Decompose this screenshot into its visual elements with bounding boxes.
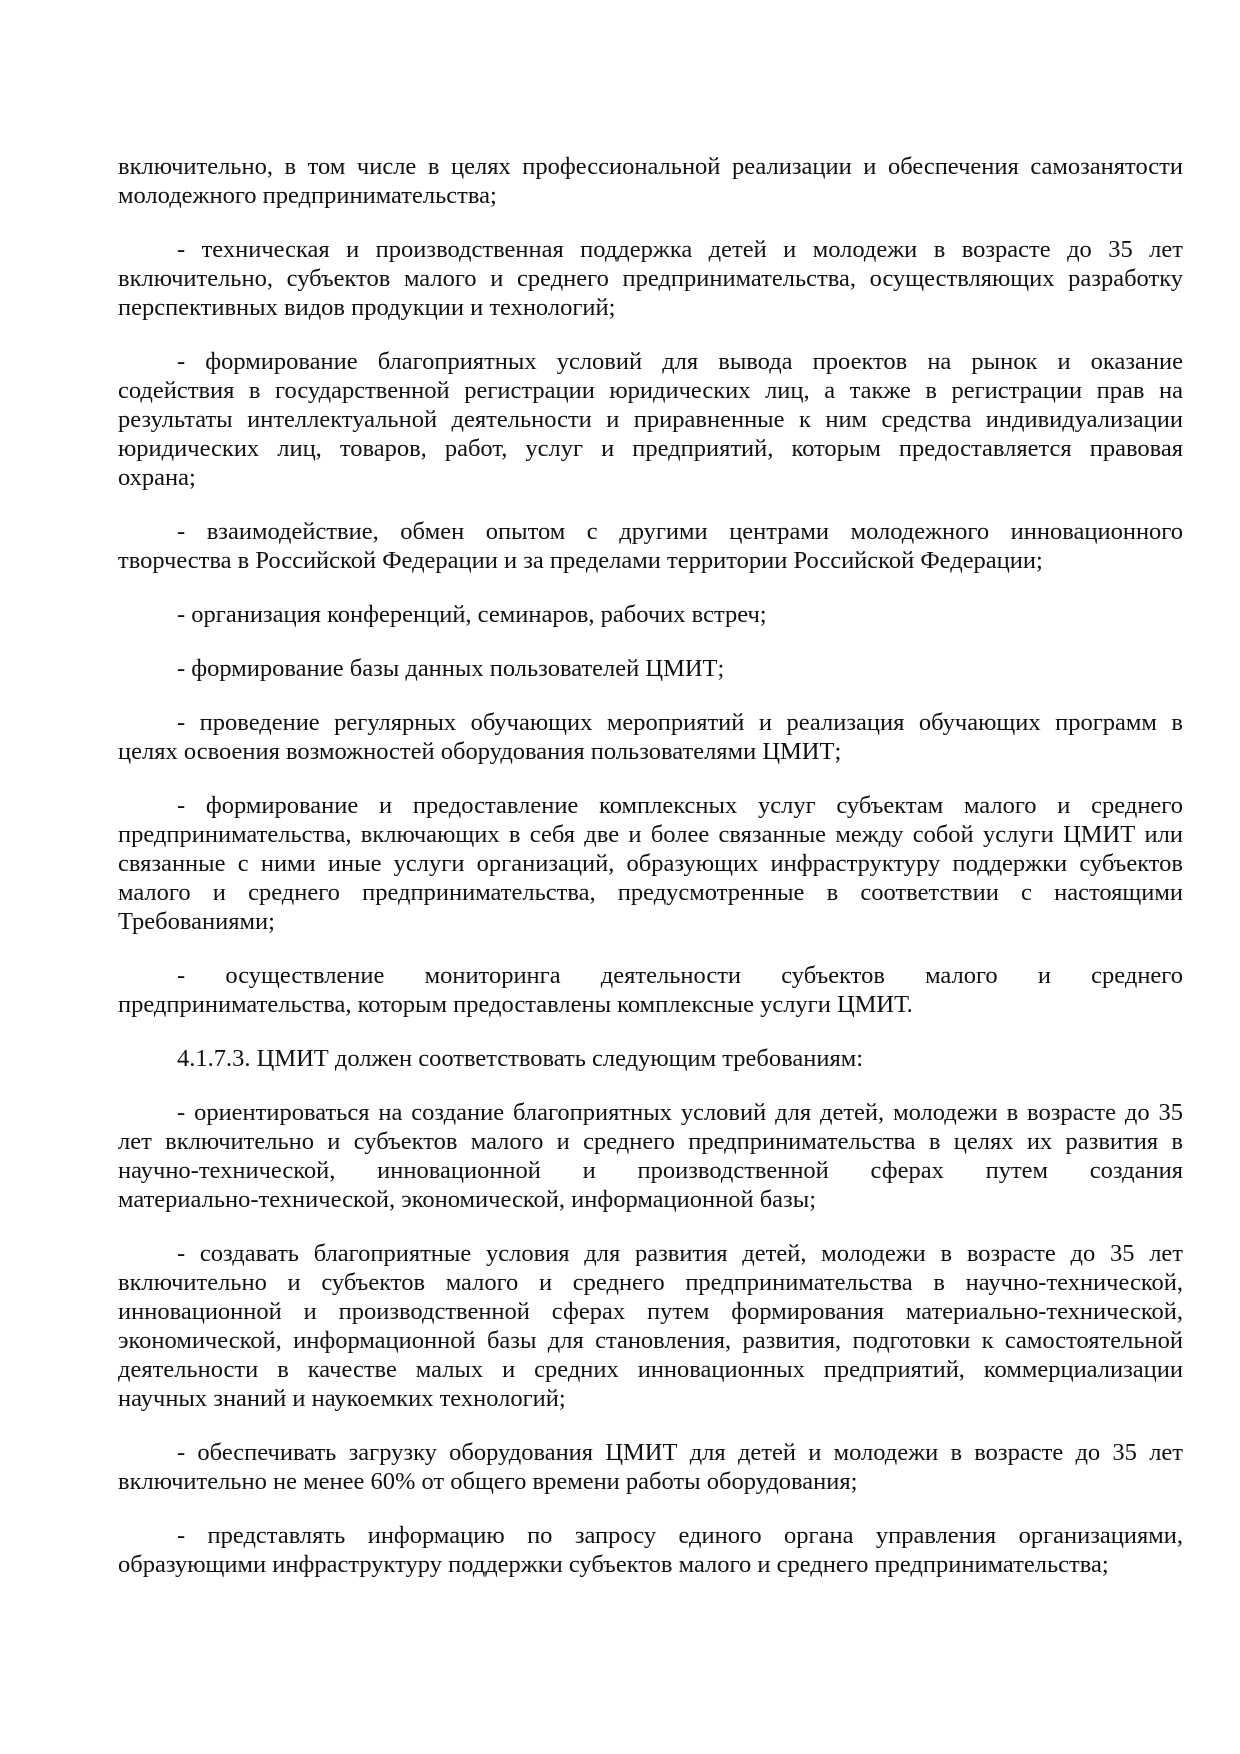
paragraph <box>118 152 1183 210</box>
paragraph <box>118 517 1183 575</box>
paragraph <box>118 600 1183 629</box>
paragraph <box>118 708 1183 766</box>
paragraph <box>118 1438 1183 1496</box>
text-line: - обеспечивать загрузку оборудования ЦМИТ для детей и молодежи в возрасте до 35 лет <box>177 1439 1183 1466</box>
paragraph <box>118 654 1183 683</box>
text-line: лет включительно и субъектов малого и среднего предпринимательства в целях их развития в <box>118 1128 1183 1155</box>
text-line: предпринимательства, которым предоставлены комплексные услуги ЦМИТ. <box>118 991 913 1018</box>
paragraph <box>118 1521 1183 1579</box>
text-line: связанные с ними иные услуги организаций, образующих инфраструктуру поддержки субъектов <box>118 850 1183 877</box>
text-line: творчества в Российской Федерации и за пределами территории Российской Федерации; <box>118 547 1043 574</box>
text-line: содействия в государственной регистрации юридических лиц, а также в регистрации прав на <box>118 377 1183 404</box>
text-line: - формирование базы данных пользователей ЦМИТ; <box>177 655 725 682</box>
text-line: 4.1.7.3. ЦМИТ должен соответствовать следующим требованиям: <box>177 1045 864 1072</box>
text-line: малого и среднего предпринимательства, предусмотренные в соответствии с настоящими <box>118 879 1183 906</box>
text-line: целях освоения возможностей оборудования пользователями ЦМИТ; <box>118 738 842 765</box>
text-line: включительно, в том числе в целях профессиональной реализации и обеспечения самозанятости <box>118 153 1183 180</box>
text-line: - взаимодействие, обмен опытом с другими центрами молодежного инновационного <box>177 518 1183 545</box>
paragraph <box>118 961 1183 1019</box>
text-line: - проведение регулярных обучающих мероприятий и реализация обучающих программ в <box>177 709 1183 736</box>
text-line: охрана; <box>118 464 196 491</box>
text-line: материально-технической, экономической, информационной базы; <box>118 1186 816 1213</box>
text-line: - техническая и производственная поддержка детей и молодежи в возрасте до 35 лет <box>177 236 1183 263</box>
text-line: юридических лиц, товаров, работ, услуг и предприятий, которым предоставляется правовая <box>118 435 1183 462</box>
text-line: - ориентироваться на создание благоприятных условий для детей, молодежи в возрасте до 35 <box>177 1099 1183 1126</box>
text-line: включительно, субъектов малого и среднего предпринимательства, осуществляющих разработку <box>118 265 1183 292</box>
paragraph <box>118 1098 1183 1214</box>
text-line: перспективных видов продукции и технологий; <box>118 294 616 321</box>
text-line: - формирование и предоставление комплексных услуг субъектам малого и среднего <box>177 792 1183 819</box>
text-line: Требованиями; <box>118 908 275 935</box>
paragraph <box>118 347 1183 492</box>
document-page <box>118 152 1183 1604</box>
text-line: - организация конференций, семинаров, рабочих встреч; <box>177 601 767 628</box>
text-line: - создавать благоприятные условия для развития детей, молодежи в возрасте до 35 лет <box>177 1240 1183 1267</box>
text-line: - осуществление мониторинга деятельности субъектов малого и среднего <box>177 962 1183 989</box>
text-line: научных знаний и наукоемких технологий; <box>118 1385 566 1412</box>
text-line: деятельности в качестве малых и средних инновационных предприятий, коммерциализации <box>118 1356 1183 1383</box>
text-line: образующими инфраструктуру поддержки субъектов малого и среднего предпринимательства; <box>118 1551 1109 1578</box>
text-line: включительно и субъектов малого и среднего предпринимательства в научно-технической, <box>118 1269 1183 1296</box>
text-line: предпринимательства, включающих в себя две и более связанные между собой услуги ЦМИТ или <box>118 821 1183 848</box>
paragraph <box>118 791 1183 936</box>
paragraph <box>118 1239 1183 1413</box>
text-line: экономической, информационной базы для становления, развития, подготовки к самостоятельной <box>118 1327 1183 1354</box>
text-line: результаты интеллектуальной деятельности и приравненные к ним средства индивидуализации <box>118 406 1183 433</box>
paragraph <box>118 1044 1183 1073</box>
text-line: научно-технической, инновационной и производственной сферах путем создания <box>118 1157 1183 1184</box>
text-line: включительно не менее 60% от общего времени работы оборудования; <box>118 1468 858 1495</box>
text-line: - формирование благоприятных условий для вывода проектов на рынок и оказание <box>177 348 1183 375</box>
text-line: молодежного предпринимательства; <box>118 182 497 209</box>
text-line: - представлять информацию по запросу единого органа управления организациями, <box>177 1522 1183 1549</box>
paragraph <box>118 235 1183 322</box>
text-line: инновационной и производственной сферах путем формирования материально-технической, <box>118 1298 1183 1325</box>
